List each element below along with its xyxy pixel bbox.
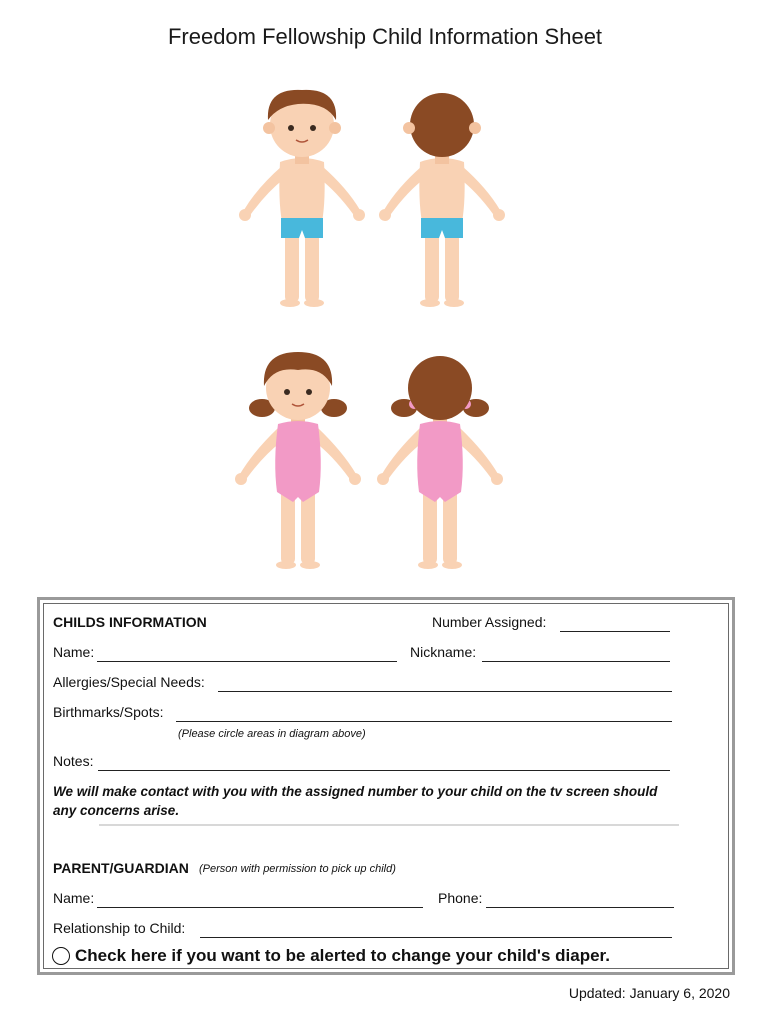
boy-back-figure	[379, 93, 505, 307]
nickname-label: Nickname:	[410, 644, 477, 660]
form-inner-border	[43, 603, 729, 969]
allergies-label: Allergies/Special Needs:	[53, 674, 205, 690]
section-divider	[99, 824, 679, 826]
diaper-alert-checkbox[interactable]	[52, 947, 70, 965]
boy-front-figure	[239, 90, 365, 307]
parent-guardian-note: (Person with permission to pick up child)	[199, 863, 396, 875]
page-title: Freedom Fellowship Child Information Sheet	[167, 24, 603, 49]
notes-field[interactable]	[98, 770, 670, 771]
parent-name-field[interactable]	[97, 907, 423, 908]
notes-label: Notes:	[53, 753, 94, 769]
body-diagram	[0, 80, 770, 580]
relationship-field[interactable]	[200, 937, 672, 938]
childs-information-heading: CHILDS INFORMATION	[53, 614, 207, 630]
diaper-alert-label: Check here if you want to be alerted to change your child's diaper.	[75, 946, 610, 965]
parent-guardian-heading: PARENT/GUARDIAN	[53, 860, 189, 876]
child-name-field[interactable]	[97, 661, 397, 662]
birthmarks-field[interactable]	[176, 721, 672, 722]
phone-label: Phone:	[438, 890, 483, 906]
contact-notice: We will make contact with you with the assigned number to your child on the tv screen should any concerns arise.	[53, 784, 658, 818]
girl-back-figure	[377, 356, 503, 569]
relationship-label: Relationship to Child:	[53, 920, 186, 936]
allergies-field[interactable]	[218, 691, 672, 692]
number-assigned-label: Number Assigned:	[432, 614, 547, 630]
phone-field[interactable]	[486, 907, 674, 908]
updated-date: Updated: January 6, 2020	[568, 985, 730, 1001]
birthmarks-label: Birthmarks/Spots:	[53, 704, 164, 720]
girl-front-figure	[235, 352, 361, 569]
nickname-field[interactable]	[482, 661, 670, 662]
birthmarks-note: (Please circle areas in diagram above)	[178, 728, 366, 740]
parent-name-label: Name:	[53, 890, 95, 906]
number-assigned-field[interactable]	[560, 631, 670, 632]
child-information-form	[37, 597, 735, 975]
name-label: Name:	[53, 644, 95, 660]
